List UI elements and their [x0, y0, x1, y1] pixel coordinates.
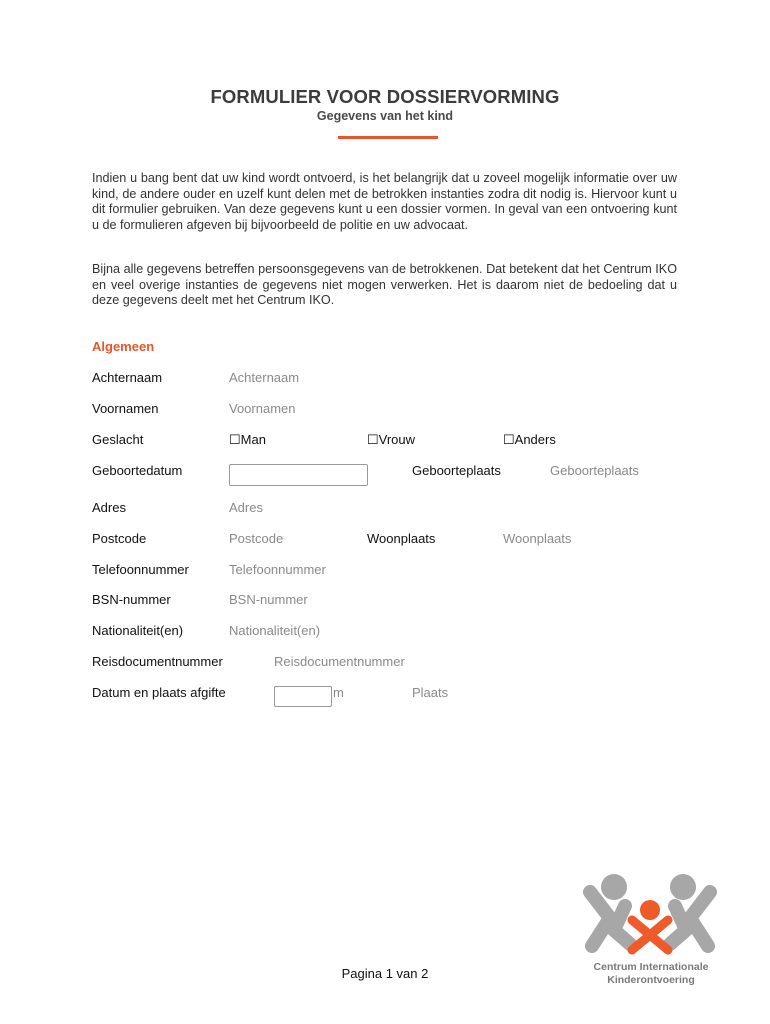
reisdocument-label: Reisdocumentnummer [92, 654, 223, 669]
voornamen-field[interactable]: Voornamen [229, 401, 296, 416]
nationaliteit-label: Nationaliteit(en) [92, 623, 184, 638]
nationaliteit-field[interactable]: Nationaliteit(en) [229, 623, 321, 638]
achternaam-field[interactable]: Achternaam [229, 370, 300, 385]
page-title: FORMULIER VOOR DOSSIERVORMING [210, 86, 560, 107]
postcode-field[interactable]: Postcode [229, 531, 284, 546]
centrum-iko-logo-icon [580, 870, 720, 962]
woonplaats-field[interactable]: Woonplaats [503, 531, 572, 546]
geboorteplaats-label: Geboorteplaats [412, 463, 501, 478]
woonplaats-label: Woonplaats [367, 531, 436, 546]
section-title-algemeen: Algemeen [92, 339, 155, 354]
adres-label: Adres [92, 500, 126, 515]
afgifte-label: Datum en plaats afgifte [92, 685, 226, 700]
geboortedatum-label: Geboortedatum [92, 463, 183, 478]
intro-paragraph-2: Bijna alle gegevens betreffen persoonsgegevens van de betrokkenen. Dat betekent dat het Centrum IKO en veel overige instanties de gegevens niet mogen verwerken. Het is daarom niet de bedoeling dat u deze gegevens deelt met het Centrum IKO. [92, 262, 677, 308]
achternaam-label: Achternaam [92, 370, 163, 385]
geboortedatum-input[interactable] [229, 464, 368, 486]
bsn-label: BSN-nummer [92, 592, 171, 607]
afgifte-place-field[interactable]: Plaats [412, 685, 449, 700]
logo-text-line-2: Kinderontvoering [607, 974, 695, 986]
geslacht-man-checkbox[interactable]: ☐Man [229, 432, 266, 447]
geslacht-vrouw-checkbox[interactable]: ☐Vrouw [367, 432, 416, 447]
geslacht-label: Geslacht [92, 432, 144, 447]
afgifte-date-input[interactable] [274, 686, 332, 707]
logo-text-line-1: Centrum Internationale [593, 961, 709, 973]
adres-field[interactable]: Adres [229, 500, 263, 515]
page-number: Pagina 1 van 2 [341, 966, 429, 981]
telefoon-field[interactable]: Telefoonnummer [229, 562, 326, 577]
postcode-label: Postcode [92, 531, 147, 546]
intro-paragraph-1: Indien u bang bent dat uw kind wordt ontvoerd, is het belangrijk dat u zoveel mogelijk informatie over uw kind, de andere ouder en uzelf kunt delen met de betrokken instanties zodra dit nodig is. Hiervoor kunt u dit formulier gebruiken. Van deze gegevens kunt u een dossier vormen. In geval van een ontvoering kunt u de formulieren afgeven bij bijvoorbeeld de politie en uw advocaat. [92, 171, 677, 232]
reisdocument-field[interactable]: Reisdocumentnummer [274, 654, 405, 669]
afgifte-date-suffix: m [333, 685, 344, 700]
title-underline [338, 136, 438, 139]
page-subtitle: Gegevens van het kind [316, 109, 454, 123]
geslacht-anders-checkbox[interactable]: ☐Anders [503, 432, 556, 447]
voornamen-label: Voornamen [92, 401, 159, 416]
bsn-field[interactable]: BSN-nummer [229, 592, 308, 607]
geboorteplaats-field[interactable]: Geboorteplaats [550, 463, 639, 478]
telefoon-label: Telefoonnummer [92, 562, 189, 577]
